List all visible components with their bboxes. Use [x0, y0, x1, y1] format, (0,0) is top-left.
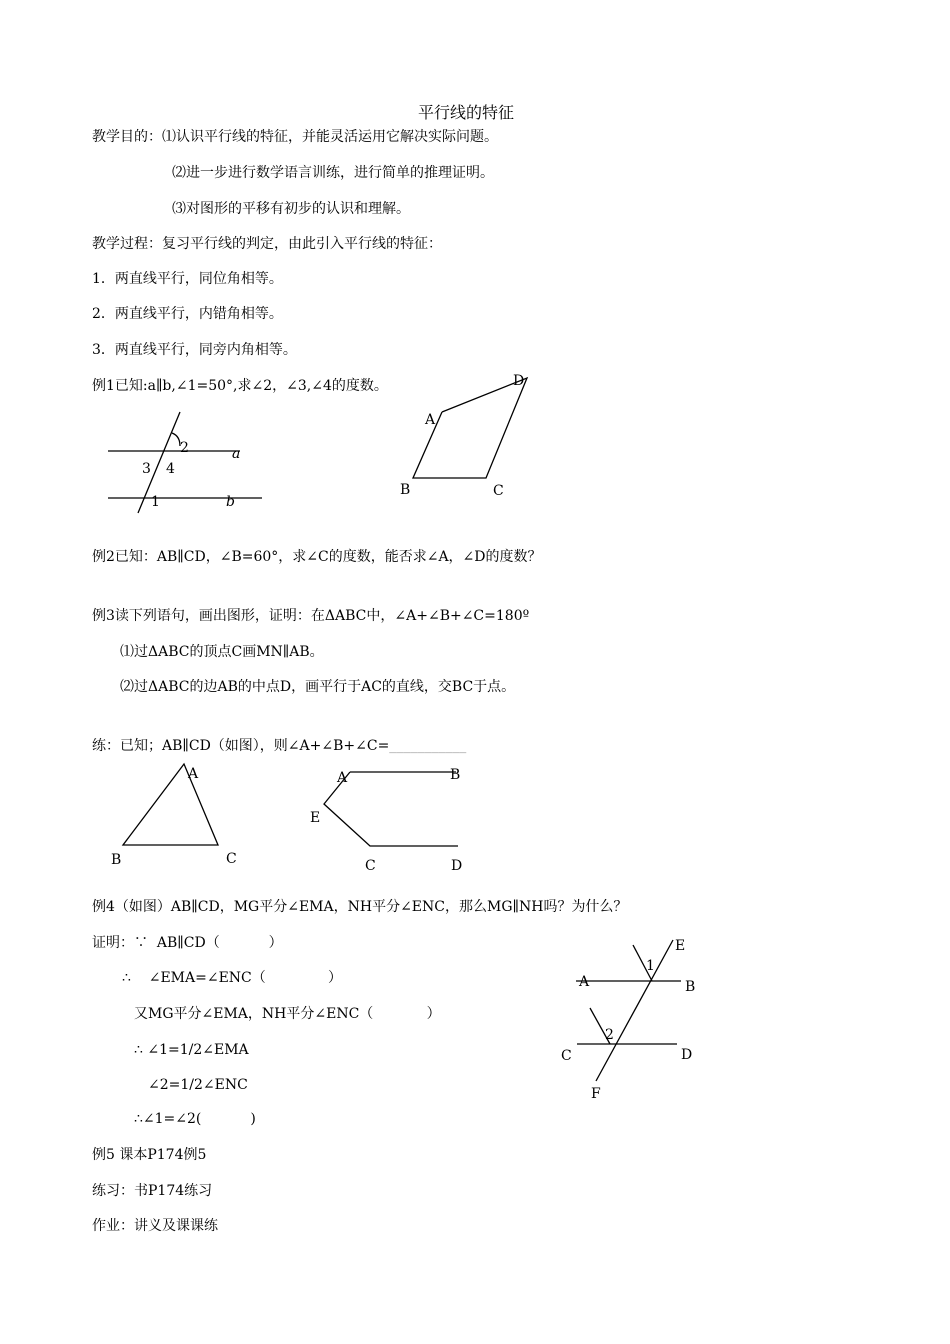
- ex4-label-A: A: [579, 974, 590, 990]
- label-A: A: [425, 412, 436, 428]
- proof-line-2: ∴ ∠EMA=∠ENC（ ）: [122, 970, 343, 986]
- practice-question: 练：已知；AB∥CD（如图），则∠A+∠B+∠C=: [92, 738, 390, 754]
- tri-label-B: B: [111, 852, 122, 868]
- page-title: 平行线的特征: [418, 103, 515, 122]
- label-D: D: [513, 373, 525, 389]
- example-1-text: 例1已知:a∥b,∠1=50°,求∠2，∠3,∠4的度数。: [92, 378, 388, 394]
- label-a: a: [232, 446, 241, 462]
- ex4-label-C: C: [561, 1048, 572, 1064]
- practice-blank: ___________: [389, 738, 467, 754]
- proof-line-5: ∠2=1/2∠ENC: [148, 1077, 248, 1093]
- property-2: 2．两直线平行，内错角相等。: [92, 306, 283, 322]
- ex4-label-2: 2: [605, 1027, 614, 1043]
- proof-line-1: 证明：∵ AB∥CD（ ）: [92, 935, 283, 951]
- tri-label-C: C: [226, 851, 237, 867]
- ex4-label-B: B: [685, 979, 696, 995]
- example-3-text: 例3读下列语句，画出图形，证明：在ΔABC中，∠A+∠B+∠C=180º: [92, 608, 530, 624]
- poly-label-C: C: [365, 858, 376, 874]
- example-5-text: 例5 课本P174例5: [92, 1147, 207, 1163]
- goal-3: ⑶对图形的平移有初步的认识和理解。: [172, 201, 410, 217]
- goal-2: ⑵进一步进行数学语言训练，进行简单的推理证明。: [172, 165, 494, 181]
- example-2-text: 例2已知：AB∥CD，∠B=60°，求∠C的度数，能否求∠A，∠D的度数？: [92, 549, 542, 565]
- label-b: b: [226, 494, 235, 510]
- property-3: 3．两直线平行，同旁内角相等。: [92, 342, 297, 358]
- label-4: 4: [166, 461, 175, 477]
- example-4-text: 例4（如图）AB∥CD，MG平分∠EMA，NH平分∠ENC，那么MG∥NH吗？为什么？: [92, 899, 628, 915]
- homework-text: 作业：讲义及课课练: [92, 1218, 218, 1234]
- label-1: 1: [151, 494, 160, 510]
- example-3-step-1: ⑴过ΔABC的顶点C画MN∥AB。: [120, 644, 324, 660]
- tri-label-A: A: [188, 766, 199, 782]
- poly-label-B: B: [450, 767, 461, 783]
- ex4-label-D: D: [681, 1047, 693, 1063]
- poly-label-D: D: [451, 858, 463, 874]
- exercise-text: 练习：书P174练习: [92, 1183, 213, 1199]
- proof-line-3: 又MG平分∠EMA，NH平分∠ENC（ ）: [134, 1006, 441, 1022]
- label-C: C: [493, 483, 504, 499]
- ex4-label-1: 1: [646, 958, 655, 974]
- proof-line-4: ∴ ∠1=1/2∠EMA: [134, 1042, 249, 1058]
- goal-1: 教学目的：⑴认识平行线的特征，并能灵活运用它解决实际问题。: [92, 129, 498, 145]
- label-B: B: [400, 482, 411, 498]
- poly-label-A: A: [337, 770, 348, 786]
- example-3-step-2: ⑵过ΔABC的边AB的中点D，画平行于AC的直线，交BC于点。: [120, 679, 516, 695]
- label-3: 3: [142, 461, 151, 477]
- ex4-label-F: F: [591, 1086, 601, 1102]
- property-1: 1．两直线平行，同位角相等。: [92, 271, 283, 287]
- label-2: 2: [180, 440, 189, 456]
- line-EF: [596, 940, 673, 1081]
- ex4-label-E: E: [675, 938, 686, 954]
- proof-line-6: ∴∠1=∠2( ): [134, 1111, 256, 1127]
- poly-label-E: E: [310, 810, 321, 826]
- process-text: 教学过程：复习平行线的判定，由此引入平行线的特征：: [92, 236, 442, 252]
